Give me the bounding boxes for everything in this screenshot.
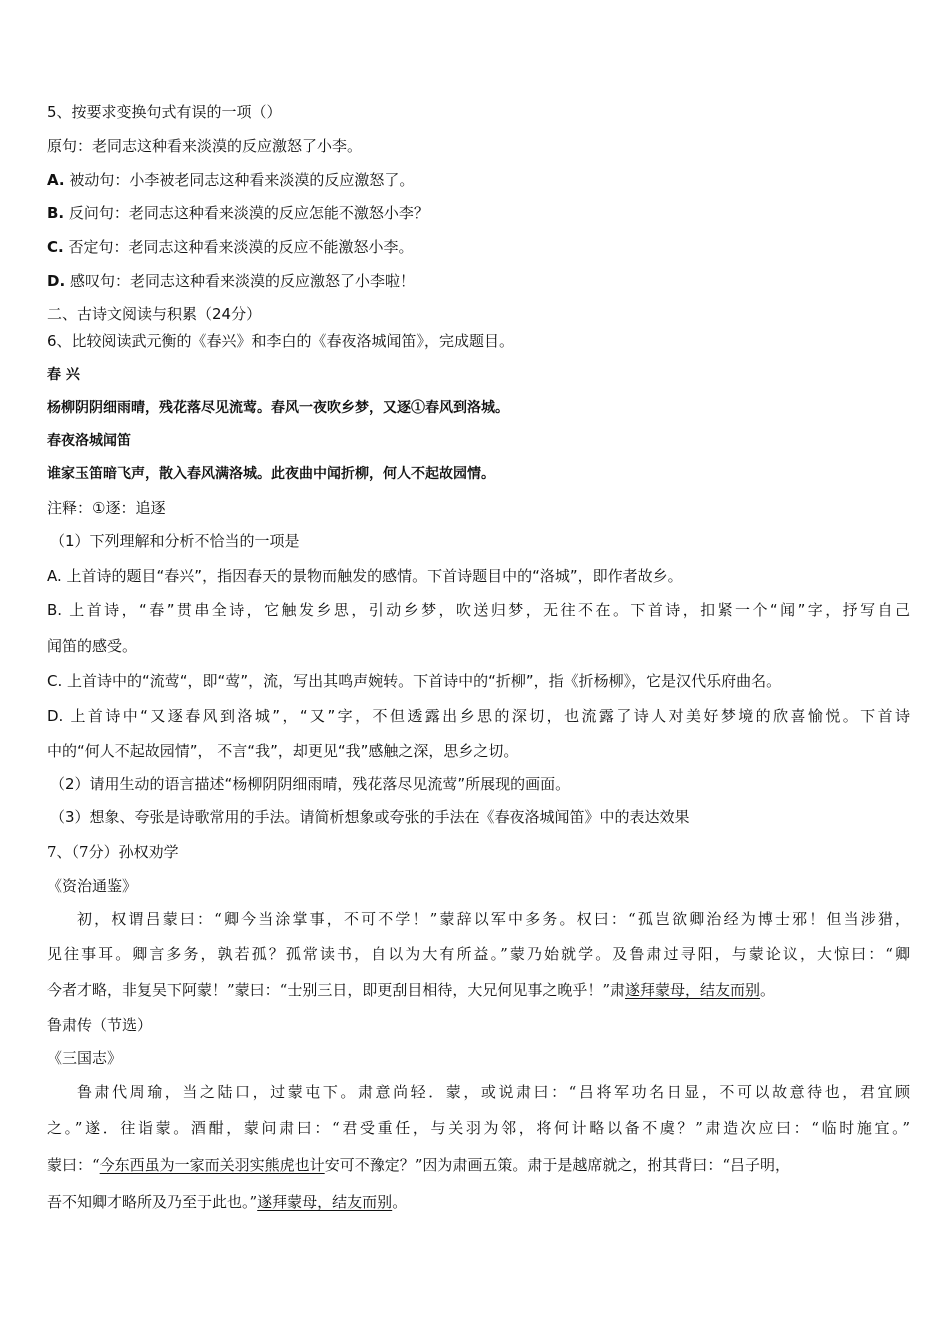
option-text: 反问句：老同志这种看来淡漠的反应怎能不激怒小李？ — [68, 204, 429, 222]
q5-title: 5、按要求变换句式有误的一项（） — [47, 103, 282, 121]
poem-2-title: 春夜洛城闻笛 — [47, 433, 131, 449]
q5-option-d — [47, 271, 910, 291]
source-sanguo-zhi: 《三国志》 — [47, 1049, 123, 1067]
q6-option-d-line-2: 中的“何人不起故园情”， 不言“我”，却更见“我”感触之深，思乡之切。 — [47, 742, 519, 760]
q6-sub-question-1: （1）下列理解和分析不恰当的一项是 — [50, 532, 300, 550]
option-text: 被动句：小李被老同志这种看来淡漠的反应激怒了。 — [69, 171, 415, 189]
option-letter: D. — [47, 272, 66, 290]
option-letter: A. — [47, 171, 65, 189]
q5-option-c — [47, 237, 910, 257]
q6-title: 6、比较阅读武元衡的《春兴》和李白的《春夜洛城闻笛》，完成题目。 — [47, 332, 515, 350]
lu-su-biography-heading: 鲁肃传（节选） — [47, 1016, 153, 1034]
passage-2-line-1: 鲁肃代周瑜，当之陆口，过蒙屯下。肃意尚轻．蒙，或说肃曰：“吕将军功名日显，不可以故意待也，君宜顾 — [77, 1083, 910, 1101]
passage-text: 。 — [392, 1193, 408, 1211]
underlined-sentence: 今东西虽为一家而关羽实熊虎也计 — [99, 1156, 325, 1174]
source-zizhi-tongjian: 《资治通鉴》 — [47, 877, 138, 895]
passage-text: 吾不知卿才略所及乃至于此也。” — [47, 1193, 258, 1211]
passage-2-line-4 — [47, 1192, 910, 1212]
passage-text: 今者才略，非复吴下阿蒙！”蒙曰：“士别三日，即更刮目相待，大兄何见事之晚乎！”肃 — [47, 981, 626, 999]
q6-sub-question-3: （3）想象、夸张是诗歌常用的手法。请简析想象或夸张的手法在《春夜洛城闻笛》中的表达效果 — [50, 808, 690, 826]
q5-option-b — [47, 203, 910, 223]
passage-2-line-3 — [47, 1155, 910, 1175]
passage-1-line-1: 初，权谓吕蒙曰：“卿今当涂掌事，不可不学！”蒙辞以军中多务。权曰：“孤岂欲卿治经为博士邪！但当涉猎， — [77, 910, 910, 928]
section-2-heading: 二、古诗文阅读与积累（24分） — [47, 305, 262, 323]
q5-option-a — [47, 170, 910, 190]
q6-note: 注释：①逐：追逐 — [47, 499, 166, 517]
underlined-sentence: 遂拜蒙母，结友而别 — [625, 981, 761, 999]
q6-option-a: A. 上首诗的题目“春兴”，指因春天的景物而触发的感情。下首诗题目中的“洛城”，即作者故乡。 — [47, 567, 683, 585]
poem-1-title: 春 兴 — [47, 367, 80, 383]
poem-1-text: 杨柳阴阴细雨晴，残花落尽见流莺。春风一夜吹乡梦，又逐①春风到洛城。 — [47, 400, 509, 416]
q6-option-d-line-1: D. 上首诗中“又逐春风到洛城”，“又”字，不但透露出乡思的深切，也流露了诗人对美好梦境的欣喜愉悦。下首诗 — [47, 707, 910, 725]
q7-title: 7、（7分）孙权劝学 — [47, 843, 179, 861]
q6-option-c: C. 上首诗中的“流莺“，即“莺”，流，写出其鸣声婉转。下首诗中的“折柳”，指《折杨柳》，它是汉代乐府曲名。 — [47, 672, 782, 690]
q6-option-b-line-1: B. 上首诗，“春”贯串全诗，它触发乡思，引动乡梦，吹送归梦，无往不在。下首诗，扣紧一个“闻”字，抒写自己 — [47, 601, 910, 619]
poem-2-text: 谁家玉笛暗飞声，散入春风满洛城。此夜曲中闻折柳，何人不起故园情。 — [47, 466, 495, 482]
q6-sub-question-2: （2）请用生动的语言描述“杨柳阴阴细雨晴，残花落尽见流莺”所展现的画面。 — [50, 775, 571, 793]
passage-1-line-3 — [47, 980, 910, 1000]
passage-text: 安可不豫定？”因为肃画五策。肃于是越席就之，拊其背曰：“吕子明， — [324, 1156, 791, 1174]
q5-original-sentence: 原句：老同志这种看来淡漠的反应激怒了小李。 — [47, 137, 363, 155]
option-letter: B. — [47, 204, 65, 222]
passage-text: 蒙曰：“ — [47, 1156, 100, 1174]
underlined-sentence: 遂拜蒙母，结友而别 — [257, 1193, 393, 1211]
q6-option-b-line-2: 闻笛的感受。 — [47, 637, 138, 655]
option-text: 感叹句：老同志这种看来淡漠的反应激怒了小李啦！ — [69, 272, 415, 290]
passage-2-line-2: 之。”遂．往诣蒙。酒酣，蒙问肃曰：“君受重任，与关羽为邻，将何计略以备不虞？”肃造次应曰：“临时施宜。” — [47, 1119, 910, 1137]
option-text: 否定句：老同志这种看来淡漠的反应不能激怒小李。 — [68, 238, 414, 256]
passage-text: 。 — [760, 981, 776, 999]
option-letter: C. — [47, 238, 64, 256]
passage-1-line-2: 见往事耳。卿言多务，孰若孤？孤常读书，自以为大有所益。”蒙乃始就学。及鲁肃过寻阳，与蒙论议，大惊曰：“卿 — [47, 945, 910, 963]
